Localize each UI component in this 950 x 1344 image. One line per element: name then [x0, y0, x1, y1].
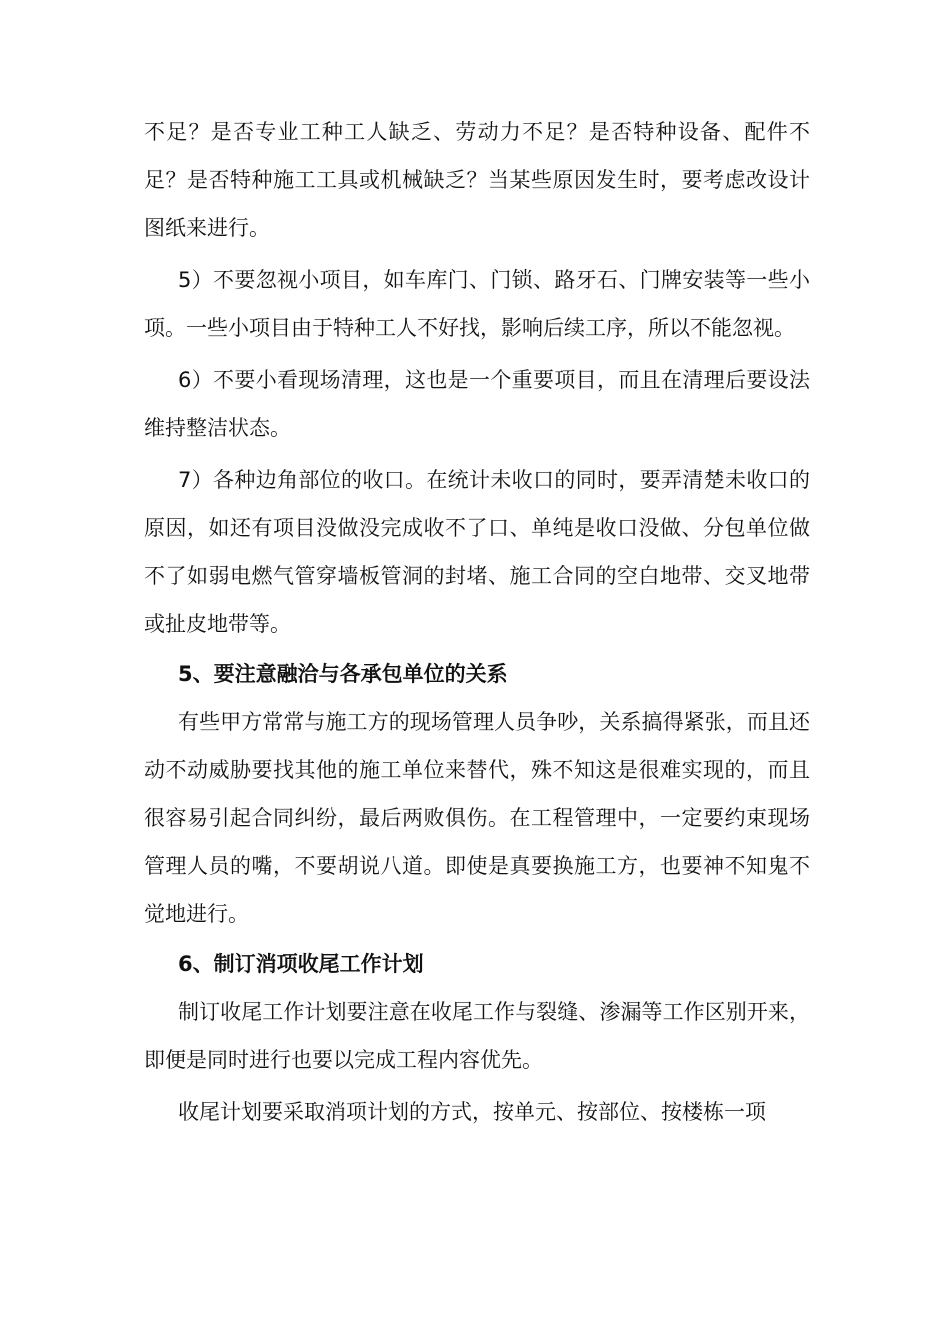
document-body: [144, 108, 810, 1136]
paragraph-continued: 不足？是否专业工种工人缺乏、劳动力不足？是否特种设备、配件不足？是否特种施工工具或机械缺乏？当某些原因发生时，要考虑改设计图纸来进行。: [144, 120, 810, 240]
section-heading-6: 6、制订消项收尾工作计划: [178, 952, 424, 976]
paragraph-item-7: 7）各种边角部位的收口。在统计未收口的同时，要弄清楚未收口的原因，如还有项目没做没完成收不了口、单纯是收口没做、分包单位做不了如弱电燃气管穿墙板管洞的封堵、施工合同的空白地带、交叉地带或扯皮地带等。: [144, 468, 810, 636]
paragraph-relations: 有些甲方常常与施工方的现场管理人员争吵，关系搞得紧张，而且还动不动威胁要找其他的施工单位来替代，殊不知这是很难实现的，而且很容易引起合同纠纷，最后两败俱伤。在工程管理中，一定要约束现场管理人员的嘴，不要胡说八道。即使是真要换施工方，也要神不知鬼不觉地进行。: [144, 710, 810, 926]
paragraph-item-6: 6）不要小看现场清理，这也是一个重要项目，而且在清理后要设法维持整洁状态。: [144, 368, 810, 440]
paragraph-item-5: 5）不要忽视小项目，如车库门、门锁、路牙石、门牌安装等一些小项。一些小项目由于特种工人不好找，影响后续工序，所以不能忽视。: [144, 268, 810, 340]
paragraph-plan: 制订收尾工作计划要注意在收尾工作与裂缝、渗漏等工作区别开来，即便是同时进行也要以完成工程内容优先。: [144, 1000, 810, 1072]
paragraph-plan-method: 收尾计划要采取消项计划的方式，按单元、按部位、按楼栋一项: [178, 1100, 766, 1124]
section-heading-5: 5、要注意融洽与各承包单位的关系: [178, 662, 508, 686]
